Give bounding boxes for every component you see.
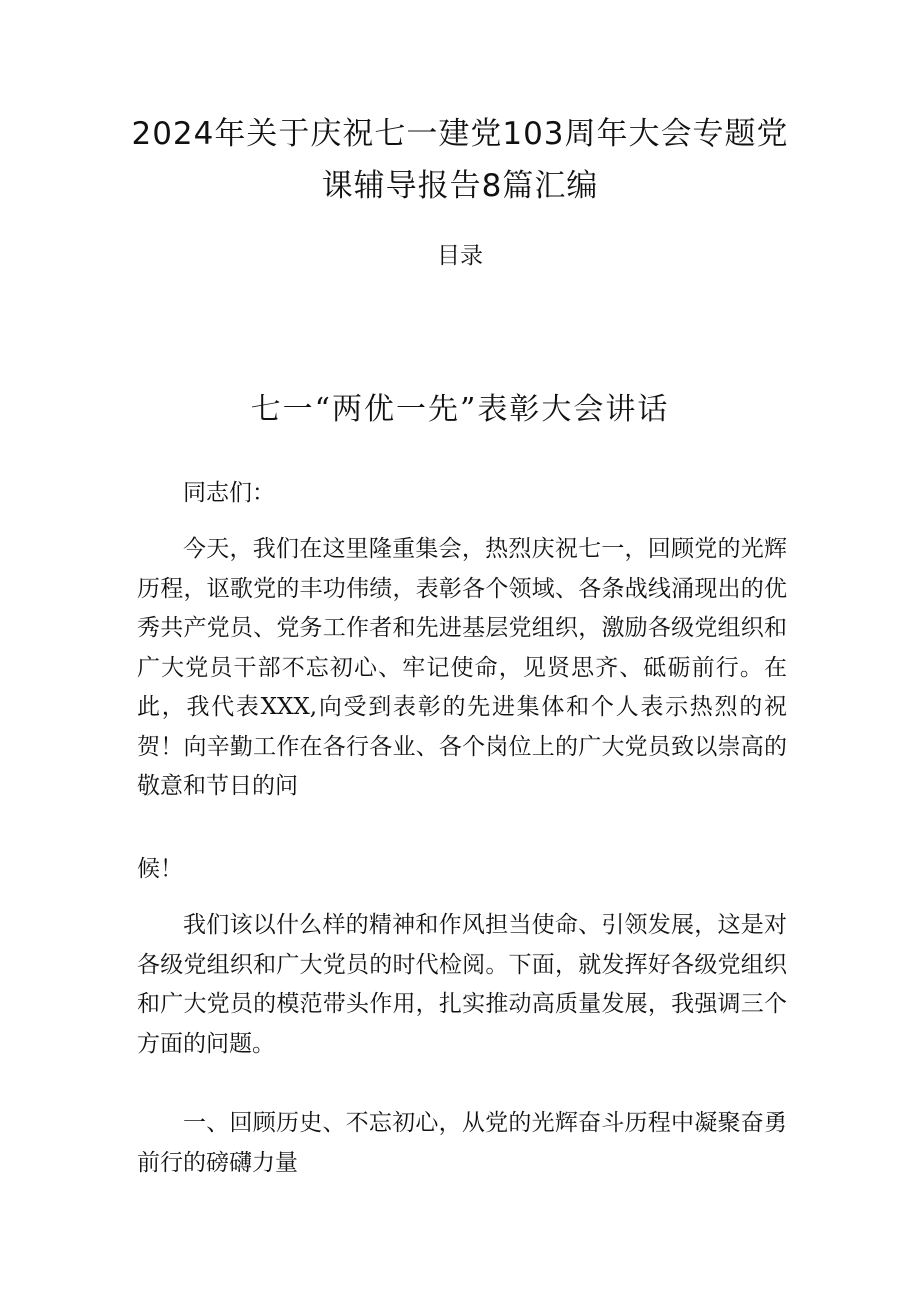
document-title: 2024年关于庆祝七一建党103周年大会专题党课辅导报告8篇汇编 [131,116,789,204]
paragraph-greeting-end: 候！ [137,856,183,882]
section-title: 七一“两优一先”表彰大会讲话 [250,392,670,427]
paragraph-section-one-heading: 一、回顾历史、不忘初心，从党的光辉奋斗历程中凝聚奋勇前行的磅礴力量 [137,1110,787,1176]
paragraph-opening: 今天，我们在这里隆重集会，热烈庆祝七一，回顾党的光辉历程，讴歌党的丰功伟绩，表彰各个领域、各条战线涌现出的优秀共产党员、党务工作者和先进基层党组织，激励各级党组织和广大党员干部不忘初心、牢记使命，见贤思齐、砥砺前行。在此，我代表XXX,向受到表彰的先进集体和个人表示热烈的祝贺！向辛勤工作在各行各业、各个岗位上的广大党员致以崇高的敬意和节日的问 [137,536,787,799]
paragraph-transition: 我们该以什么样的精神和作风担当使命、引领发展，这是对各级党组织和广大党员的时代检阅。下面，就发挥好各级党组织和广大党员的模范带头作用，扎实推动高质量发展，我强调三个方面的问题。 [137,912,787,1057]
paragraph-salutation: 同志们： [183,480,275,506]
toc-heading: 目录 [437,243,483,269]
